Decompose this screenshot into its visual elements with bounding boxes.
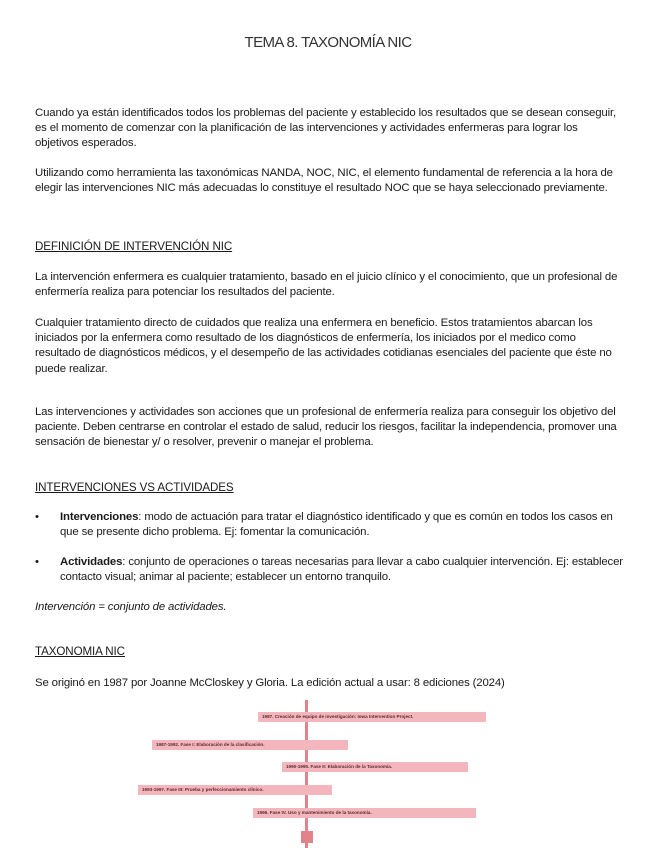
list-item-text: : conjunto de operaciones o tareas necesarias para llevar a cabo cualquier intervención. Ej: establecer contacto visual; animar al paciente; establecer un entorno tranquilo. [60,556,623,584]
taxonomy-paragraph: Se originó en 1987 por Joanne McCloskey y Gloria. La edición actual a usar: 8 ediciones (2024) [35,677,505,689]
bullet-icon: • [35,511,39,523]
timeline-event: 1990-1995. Fase II: Elaboración de la Taxonomía. [282,762,468,772]
timeline-axis [305,700,308,848]
page-title: TEMA 8. TAXONOMÍA NIC [244,34,412,51]
bullet-icon: • [35,556,39,568]
versus-heading: INTERVENCIONES VS ACTIVIDADES [35,481,234,494]
definition-heading: DEFINICIÓN DE INTERVENCIÓN NIC [35,240,233,253]
list-item-term: Intervenciones [60,511,139,523]
timeline-event: 1987-1992. Fase I: Elaboración de la clasificación. [152,740,348,750]
timeline-event: 1996. Fase IV. Uso y mantenimiento de la taxonomía. [253,808,476,818]
definition-paragraph-3: Las intervenciones y actividades son acciones que un profesional de enfermería realiza para conseguir los objetivo del paciente. Deben centrarse en controlar el estado de salud, reducir los riesgos, facilitar la independencia, promover una sensación de bienestar y/ o resolver, prevenir o manejar el problema. [35,406,617,449]
intro-paragraph-1: Cuando ya están identificados todos los problemas del paciente y establecido los resultados que se desean conseguir, es el momento de comenzar con la planificación de las intervenciones y actividades enfermeras para lograr los objetivos esperados. [35,107,616,150]
formula-text: Intervención = conjunto de actividades. [35,601,227,613]
list-item-text: : modo de actuación para tratar el diagnóstico identificado y que es común en todos los casos en que se presente dicho problema. Ej: fomentar la comunicación. [60,511,613,539]
definition-paragraph-2: Cualquier tratamiento directo de cuidados que realiza una enfermera en beneficio. Estos tratamientos abarcan los iniciados por la enfermera como resultado de los diagnósticos de enfermería, los iniciados por el medico como resultado de diagnósticos médicos, y el desempeño de las actividades cotidianas esenciales del paciente que éste no puede realizar. [35,317,612,375]
definition-paragraph-1: La intervención enfermera es cualquier tratamiento, basado en el juicio clínico y el conocimiento, que un profesional de enfermería realiza para potenciar los resultados del paciente. [35,271,618,299]
timeline-end-marker [301,831,313,843]
timeline-event: 1993-1997. Fase III: Prueba y perfeccionamiento clínico. [138,785,332,795]
list-item-term: Actividades [60,556,123,568]
intro-paragraph-2: Utilizando como herramienta las taxonómicas NANDA, NOC, NIC, el elemento fundamental de referencia a la hora de elegir las intervenciones NIC más adecuadas lo constituye el resultado NOC que se haya seleccionado previamente. [35,167,613,195]
timeline-event: 1987. Creación de equipo de investigación: Iowa Intervention Project. [258,712,486,722]
taxonomy-heading: TAXONOMIA NIC [35,645,125,658]
timeline-diagram [0,700,656,848]
